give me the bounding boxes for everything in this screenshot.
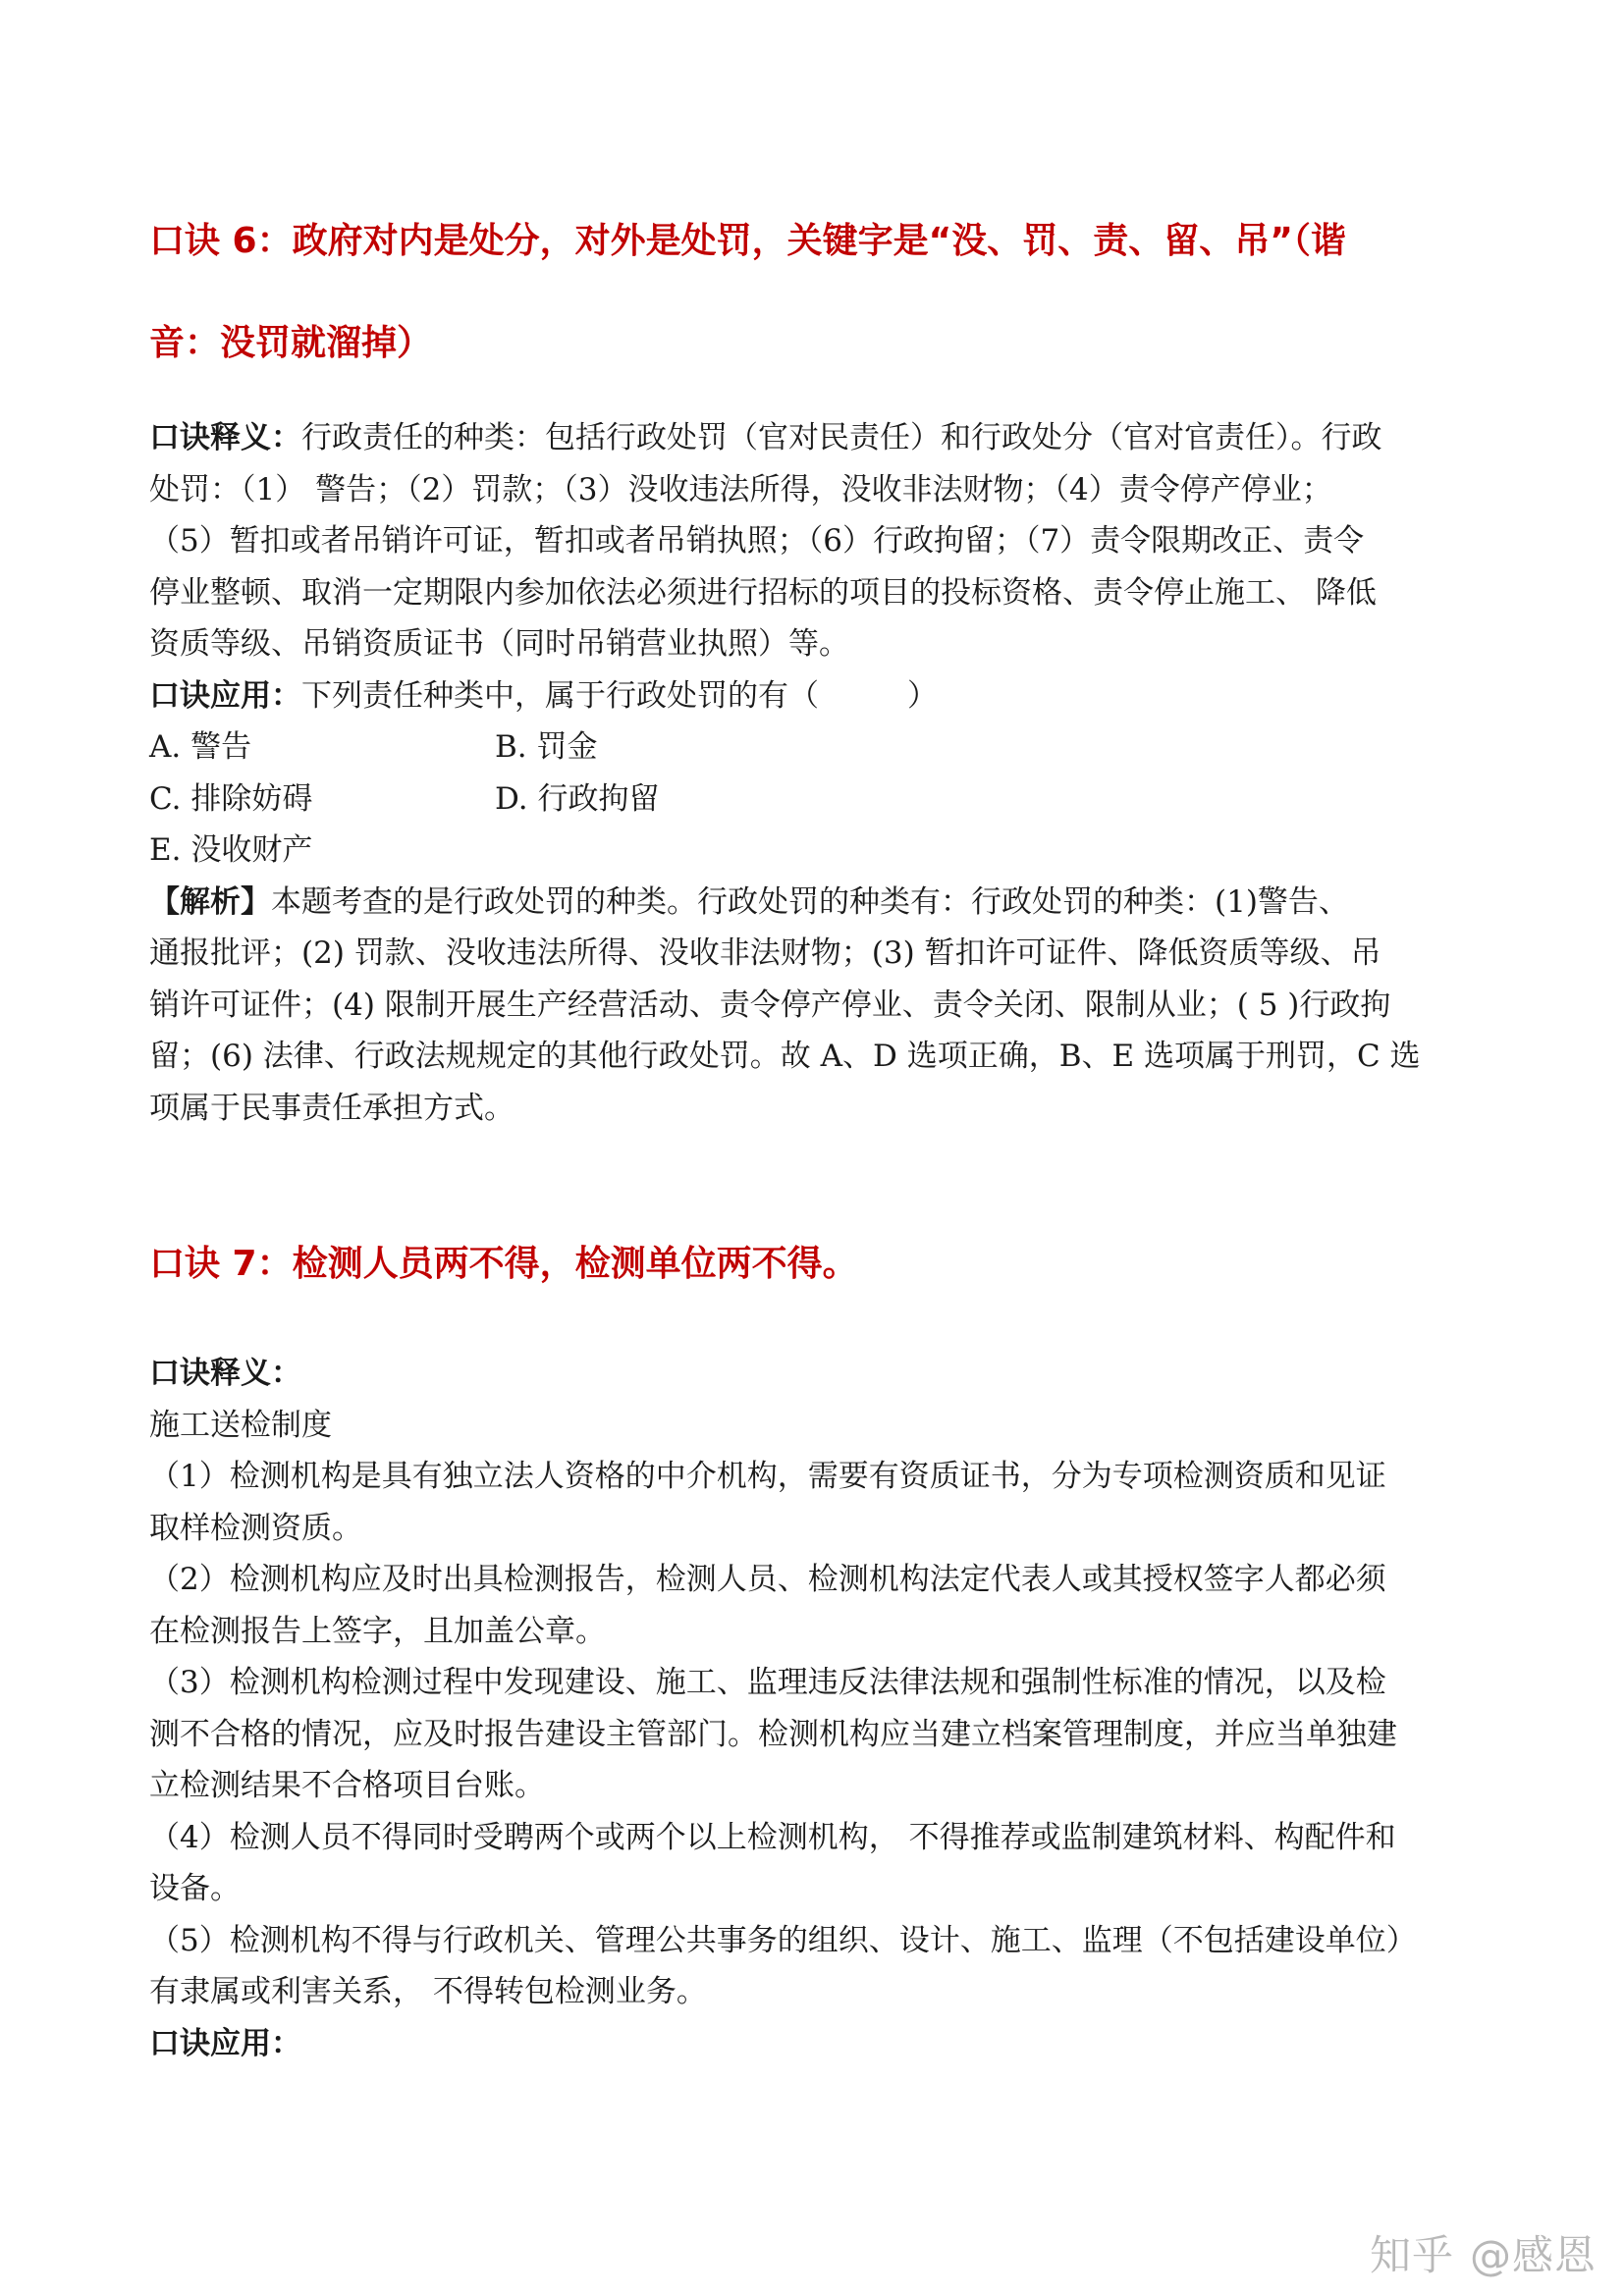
explanation-label: 口诀释义： — [149, 420, 301, 455]
explanation-label: 口诀释义： — [149, 1356, 301, 1391]
watermark-author: @感恩 — [1469, 2231, 1597, 2279]
application-label: 口诀应用： — [149, 677, 301, 714]
options-row — [149, 721, 1485, 774]
body-line: 测不合格的情况，应及时报告建设主管部门。检测机构应当建立档案管理制度，并应当单独建 — [149, 1716, 1397, 1752]
body-line: 在检测报告上签字，且加盖公章。 — [149, 1613, 606, 1649]
body-line: （1）检测机构是具有独立法人资格的中介机构，需要有资质证书，分为专项检测资质和见证 — [149, 1459, 1386, 1494]
option-d: D. 行政拘留 — [495, 780, 660, 817]
option-a: A. 警告 — [149, 729, 252, 765]
application-label: 口诀应用： — [149, 2025, 301, 2061]
analysis-line: 通报批评；(2) 罚款、没收违法所得、没收非法财物；(3) 暂扣许可证件、降低资质等级、吊 — [149, 935, 1381, 971]
section-7-heading — [149, 1213, 1485, 1315]
explanation-line: 资质等级、吊销资质证书（同时吊销营业执照）等。 — [149, 626, 849, 662]
explanation-text: 行政责任的种类：包括行政处罚（官对民责任）和行政处分（官对官责任）。行政 — [301, 420, 1382, 455]
question-text: 下列责任种类中，属于行政处罚的有（ — [301, 677, 819, 714]
option-e: E. 没收财产 — [149, 832, 313, 868]
analysis-line: 销许可证件；(4) 限制开展生产经营活动、责令停产停业、责令关闭、限制从业；( 5 )行政拘 — [149, 987, 1391, 1023]
explanation-line: 停业整顿、取消一定期限内参加依法必须进行招标的项目的投标资格、责令停止施工、 降低 — [149, 574, 1377, 611]
body-line: 设备。 — [149, 1871, 241, 1906]
analysis-label: 【解析】 — [149, 883, 271, 920]
zhihu-watermark — [1370, 2223, 1597, 2282]
body-line: 立检测结果不合格项目台账。 — [149, 1768, 545, 1803]
analysis-text: 本题考查的是行政处罚的种类。行政处罚的种类有：行政处罚的种类：(1)警告、 — [271, 883, 1349, 920]
body-line: （3）检测机构检测过程中发现建设、施工、监理违反法律法规和强制性标准的情况，以及检 — [149, 1665, 1386, 1700]
section-6-heading-line-2: 音：没罚就溜掉） — [149, 323, 433, 363]
analysis-line: 留；(6) 法律、行政法规规定的其他行政处罚。故 A、D 选项正确，B、E 选项属于刑罚，C 选 — [149, 1039, 1421, 1074]
section-6-heading — [149, 190, 1485, 395]
body-line: 有隶属或利害关系， 不得转包检测业务。 — [149, 1974, 707, 2009]
explanation-line — [149, 412, 1485, 464]
explanation-line: （5）暂扣或者吊销许可证，暂扣或者吊销执照；（6）行政拘留；（7）责令限期改正、责令 — [149, 523, 1365, 559]
question-close: ） — [907, 677, 938, 714]
body-line: （5）检测机构不得与行政机关、管理公共事务的组织、设计、施工、监理（不包括建设单位） — [149, 1922, 1417, 1958]
option-b: B. 罚金 — [495, 729, 598, 765]
analysis-line — [149, 877, 1485, 929]
body-line: 取样检测资质。 — [149, 1510, 362, 1546]
section-7-explanation — [149, 1348, 1485, 2069]
options-row — [149, 774, 1485, 826]
application-question — [149, 670, 1485, 722]
options-row — [149, 825, 1485, 877]
analysis-line: 项属于民事责任承担方式。 — [149, 1090, 514, 1126]
body-line: （4）检测人员不得同时受聘两个或两个以上检测机构， 不得推荐或监制建筑材料、构配件和 — [149, 1819, 1396, 1855]
section-6-explanation — [149, 412, 1485, 1134]
body-line: 施工送检制度 — [149, 1407, 332, 1443]
section-7-heading-line: 口诀 7：检测人员两不得，检测单位两不得。 — [149, 1244, 858, 1284]
option-c: C. 排除妨碍 — [149, 780, 313, 817]
body-line: （2）检测机构应及时出具检测报告，检测人员、检测机构法定代表人或其授权签字人都必须 — [149, 1562, 1386, 1597]
section-6-heading-line-1: 口诀 6：政府对内是处分，对外是处罚，关键字是“没、罚、责、留、吊”（谐 — [149, 221, 1346, 261]
watermark-brand: 知乎 — [1369, 2231, 1454, 2279]
explanation-line: 处罚：（1） 警告；（2）罚款；（3）没收违法所得，没收非法财物；（4）责令停产停业； — [149, 471, 1332, 507]
